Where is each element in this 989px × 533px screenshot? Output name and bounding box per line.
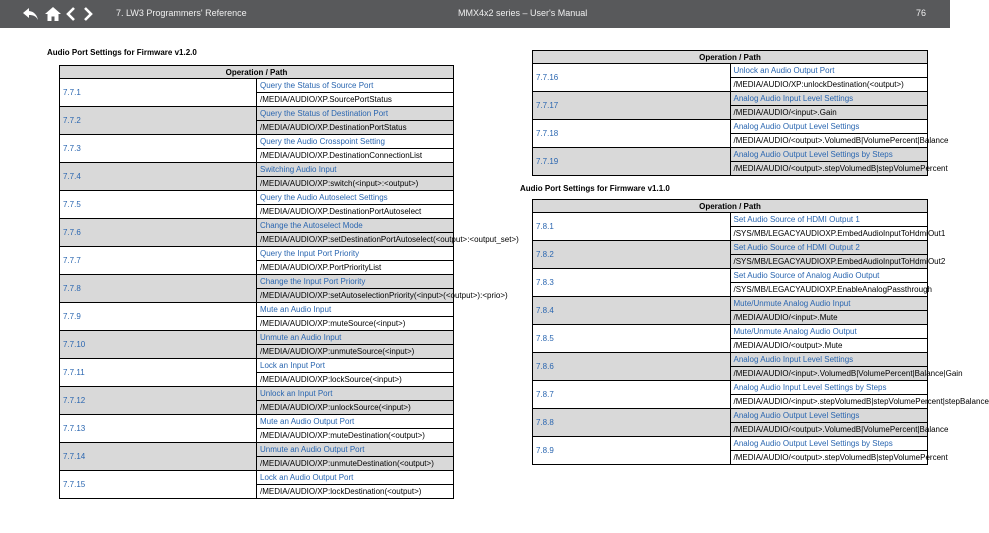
section-number-link[interactable]: 7.7.5 [60,191,257,219]
operation-name-link[interactable]: Lock an Input Port [257,359,454,373]
table-row [60,303,454,317]
section-number-link[interactable]: 7.8.9 [533,437,731,465]
section-number-link[interactable]: 7.7.10 [60,331,257,359]
section-number-link[interactable]: 7.8.3 [533,269,731,297]
section-number-link[interactable]: 7.7.15 [60,471,257,499]
operation-path: /MEDIA/AUDIO/XP:lockDestination(<output>) [257,485,454,499]
operation-path: /MEDIA/AUDIO/XP:unmuteSource(<input>) [257,345,454,359]
table-row [60,359,454,373]
chapter-title: 7. LW3 Programmers' Reference [116,8,247,18]
section-number-link[interactable]: 7.7.2 [60,107,257,135]
column-header: Operation / Path [533,200,928,213]
operation-path: /MEDIA/AUDIO/XP.PortPriorityList [257,261,454,275]
operation-path: /SYS/MB/LEGACYAUDIOXP.EmbedAudioInputToHdmiOut2 [730,255,928,269]
section-number-link[interactable]: 7.7.12 [60,387,257,415]
section-number-link[interactable]: 7.8.1 [533,213,731,241]
table-row [533,269,928,283]
section-number-link[interactable]: 7.7.16 [533,64,731,92]
operation-name-link[interactable]: Query the Status of Destination Port [257,107,454,121]
operation-path: /MEDIA/AUDIO/XP:unlockSource(<input>) [257,401,454,415]
table-row [533,120,928,134]
operation-path: /MEDIA/AUDIO/XP.DestinationConnectionList [257,149,454,163]
operation-name-link[interactable]: Change the Input Port Priority [257,275,454,289]
section-number-link[interactable]: 7.8.2 [533,241,731,269]
section-number-link[interactable]: 7.7.4 [60,163,257,191]
next-page-icon[interactable] [81,4,95,24]
return-icon[interactable] [20,4,42,24]
operation-path: /MEDIA/AUDIO/XP.DestinationPortAutoselect [257,205,454,219]
operation-path: /MEDIA/AUDIO/XP:muteDestination(<output>) [257,429,454,443]
section-number-link[interactable]: 7.8.7 [533,381,731,409]
operation-path: /MEDIA/AUDIO/<input>.stepVolumedB|stepVolumePercent|stepBalance [730,395,928,409]
operation-name-link[interactable]: Lock an Audio Output Port [257,471,454,485]
operation-path: /MEDIA/AUDIO/XP:unlockDestination(<output>) [730,78,928,92]
operation-path: /MEDIA/AUDIO/<output>.VolumedB|VolumePercent|Balance [730,134,928,148]
operation-path: /MEDIA/AUDIO/<input>.Mute [730,311,928,325]
table-row [533,353,928,367]
section-number-link[interactable]: 7.7.6 [60,219,257,247]
operations-table-fw120 [59,65,519,499]
operation-name-link[interactable]: Query the Input Port Priority [257,247,454,261]
table-row [533,213,928,227]
operation-path: /MEDIA/AUDIO/<output>.Mute [730,339,928,353]
operation-name-link[interactable]: Query the Audio Crosspoint Setting [257,135,454,149]
section-title-fw120: Audio Port Settings for Firmware v1.2.0 [47,48,197,57]
operation-path: /MEDIA/AUDIO/XP:lockSource(<input>) [257,373,454,387]
operation-name-link[interactable]: Mute an Audio Input [257,303,454,317]
section-number-link[interactable]: 7.8.5 [533,325,731,353]
operation-name-link[interactable]: Set Audio Source of HDMI Output 2 [730,241,928,255]
previous-page-icon[interactable] [64,4,78,24]
operation-path: /MEDIA/AUDIO/XP:setAutoselectionPriority(<input>(<output>):<prio>) [257,289,454,303]
operation-name-link[interactable]: Analog Audio Output Level Settings by Steps [730,148,928,162]
operation-name-link[interactable]: Analog Audio Output Level Settings by Steps [730,437,928,451]
operation-path: /MEDIA/AUDIO/XP:setDestinationPortAutoselect(<output>:<output_set>) [257,233,454,247]
operation-path: /MEDIA/AUDIO/XP:switch(<input>:<output>) [257,177,454,191]
table-row [533,437,928,451]
table-row [533,409,928,423]
section-title-fw110: Audio Port Settings for Firmware v1.1.0 [520,184,670,193]
operation-path: /MEDIA/AUDIO/<output>.stepVolumedB|stepVolumePercent [730,162,928,176]
column-header: Operation / Path [60,66,454,79]
section-number-link[interactable]: 7.7.3 [60,135,257,163]
operation-name-link[interactable]: Query the Audio Autoselect Settings [257,191,454,205]
operation-path: /MEDIA/AUDIO/<input>.Gain [730,106,928,120]
operation-path: /MEDIA/AUDIO/XP:muteSource(<input>) [257,317,454,331]
operation-path: /SYS/MB/LEGACYAUDIOXP.EmbedAudioInputToHdmiOut1 [730,227,928,241]
operation-name-link[interactable]: Analog Audio Output Level Settings [730,409,928,423]
table-row [60,135,454,149]
section-number-link[interactable]: 7.7.7 [60,247,257,275]
section-number-link[interactable]: 7.7.18 [533,120,731,148]
operation-name-link[interactable]: Switching Audio Input [257,163,454,177]
table-row [533,148,928,162]
operation-name-link[interactable]: Mute/Unmute Analog Audio Input [730,297,928,311]
section-number-link[interactable]: 7.8.8 [533,409,731,437]
operation-name-link[interactable]: Set Audio Source of HDMI Output 1 [730,213,928,227]
section-number-link[interactable]: 7.7.9 [60,303,257,331]
table-row [60,247,454,261]
table-row [60,107,454,121]
page-number: 76 [916,8,927,18]
table-row [533,92,928,106]
operation-name-link[interactable]: Set Audio Source of Analog Audio Output [730,269,928,283]
table-row [60,191,454,205]
operation-name-link[interactable]: Mute an Audio Output Port [257,415,454,429]
home-icon[interactable] [43,4,63,24]
section-number-link[interactable]: 7.8.4 [533,297,731,325]
table-row [60,471,454,485]
operation-path: /MEDIA/AUDIO/XP.DestinationPortStatus [257,121,454,135]
operation-name-link[interactable]: Query the Status of Source Port [257,79,454,93]
operation-path: /MEDIA/AUDIO/XP.SourcePortStatus [257,93,454,107]
operation-name-link[interactable]: Analog Audio Input Level Settings [730,353,928,367]
operation-name-link[interactable]: Analog Audio Input Level Settings by Steps [730,381,928,395]
manual-title: MMX4x2 series – User's Manual [458,8,588,18]
section-number-link[interactable]: 7.7.19 [533,148,731,176]
operation-name-link[interactable]: Change the Autoselect Mode [257,219,454,233]
table-row [533,325,928,339]
operations-table-fw110 [532,199,989,465]
table-row [533,241,928,255]
section-number-link[interactable]: 7.8.6 [533,353,731,381]
table-row [533,297,928,311]
table-row [60,331,454,345]
operation-name-link[interactable]: Unmute an Audio Input [257,331,454,345]
column-header: Operation / Path [533,51,928,64]
table-row [60,163,454,177]
table-row [533,381,928,395]
table-row [60,79,454,93]
top-bar [0,0,950,28]
operation-name-link[interactable]: Analog Audio Output Level Settings [730,120,928,134]
operation-name-link[interactable]: Unmute an Audio Output Port [257,443,454,457]
section-number-link[interactable]: 7.7.1 [60,79,257,107]
operations-table-fw120-continued [532,50,949,176]
table-row [60,387,454,401]
table-row [60,415,454,429]
operation-path: /MEDIA/AUDIO/<input>.VolumedB|VolumePercent|Balance|Gain [730,367,928,381]
operation-path: /MEDIA/AUDIO/<output>.stepVolumedB|stepVolumePercent [730,451,928,465]
table-row [60,443,454,457]
table-row [60,219,454,233]
operation-name-link[interactable]: Mute/Unmute Analog Audio Output [730,325,928,339]
section-number-link[interactable]: 7.7.11 [60,359,257,387]
operation-path: /MEDIA/AUDIO/XP:unmuteDestination(<output>) [257,457,454,471]
operation-path: /MEDIA/AUDIO/<output>.VolumedB|VolumePercent|Balance [730,423,928,437]
section-number-link[interactable]: 7.7.17 [533,92,731,120]
table-row [60,275,454,289]
operation-name-link[interactable]: Unlock an Input Port [257,387,454,401]
table-row [533,64,928,78]
operation-name-link[interactable]: Analog Audio Input Level Settings [730,92,928,106]
operation-name-link[interactable]: Unlock an Audio Output Port [730,64,928,78]
section-number-link[interactable]: 7.7.8 [60,275,257,303]
section-number-link[interactable]: 7.7.13 [60,415,257,443]
section-number-link[interactable]: 7.7.14 [60,443,257,471]
operation-path: /SYS/MB/LEGACYAUDIOXP.EnableAnalogPassthrough [730,283,928,297]
